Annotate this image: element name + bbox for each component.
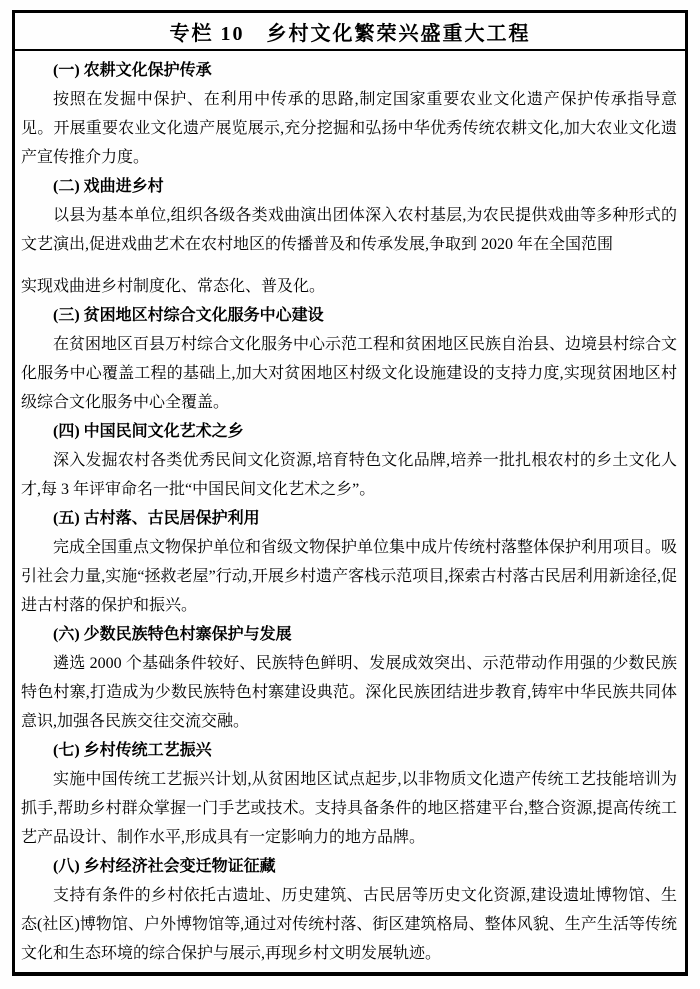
paragraph-2b: 实现戏曲进乡村制度化、常态化、普及化。 bbox=[21, 278, 326, 295]
section-heading-2: (二) 戏曲进乡村 bbox=[53, 178, 164, 195]
paragraph-6: 遴选 2000 个基础条件较好、民族特色鲜明、发展成效突出、示范带动作用强的少数民族特色村寨,打造成为少数民族特色村寨建设典范。深化民族团结进步教育,铸牢中华民族共同体意识,加强各民族交往交流交融。 bbox=[21, 655, 677, 730]
paragraph-4: 深入发掘农村各类优秀民间文化资源,培育特色文化品牌,培养一批扎根农村的乡土文化人才,每 3 年评审命名一批“中国民间文化艺术之乡”。 bbox=[21, 452, 677, 498]
panel-title-bar bbox=[15, 13, 685, 51]
paragraph-5: 完成全国重点文物保护单位和省级文物保护单位集中成片传统村落整体保护利用项目。吸引社会力量,实施“拯救老屋”行动,开展乡村遗产客栈示范项目,探索古村落古民居利用新途径,促进古村落的保护和振兴。 bbox=[21, 539, 678, 614]
section-heading-6: (六) 少数民族特色村寨保护与发展 bbox=[53, 626, 292, 643]
paragraph-3: 在贫困地区百县万村综合文化服务中心示范工程和贫困地区民族自治县、边境县村综合文化服务中心覆盖工程的基础上,加大对贫困地区村级文化设施建设的支持力度,实现贫困地区村级综合文化服务中心全覆盖。 bbox=[21, 336, 678, 411]
panel-title: 专栏 10 乡村文化繁荣兴盛重大工程 bbox=[169, 22, 531, 45]
column-box-panel bbox=[12, 10, 688, 976]
section-heading-1: (一) 农耕文化保护传承 bbox=[53, 62, 212, 79]
section-heading-8: (八) 乡村经济社会变迁物证征藏 bbox=[53, 858, 276, 875]
paragraph-8: 支持有条件的乡村依托古遗址、历史建筑、古民居等历史文化资源,建设遗址博物馆、生态(社区)博物馆、户外博物馆等,通过对传统村落、街区建筑格局、整体风貌、生产生活等传统文化和生态环境的综合保护与展示,再现乡村文明发展轨迹。 bbox=[21, 887, 677, 962]
paragraph-2a: 以县为基本单位,组织各级各类戏曲演出团体深入农村基层,为农民提供戏曲等多种形式的文艺演出,促进戏曲艺术在农村地区的传播普及和传承发展,争取到 2020 年在全国范围 bbox=[21, 207, 677, 253]
section-heading-5: (五) 古村落、古民居保护利用 bbox=[53, 510, 260, 527]
panel-body bbox=[15, 51, 685, 976]
paragraph-1: 按照在发掘中保护、在利用中传承的思路,制定国家重要农业文化遗产保护传承指导意见。开展重要农业文化遗产展览展示,充分挖掘和弘扬中华优秀传统农耕文化,加大农业文化遗产宣传推介力度。 bbox=[21, 91, 677, 166]
section-heading-4: (四) 中国民间文化艺术之乡 bbox=[53, 423, 244, 440]
section-heading-7: (七) 乡村传统工艺振兴 bbox=[53, 742, 212, 759]
section-heading-3: (三) 贫困地区村综合文化服务中心建设 bbox=[53, 307, 324, 324]
paragraph-7: 实施中国传统工艺振兴计划,从贫困地区试点起步,以非物质文化遗产传统工艺技能培训为抓手,帮助乡村群众掌握一门手艺或技术。支持具备条件的地区搭建平台,整合资源,提高传统工艺产品设计、制作水平,形成具有一定影响力的地方品牌。 bbox=[21, 771, 677, 846]
